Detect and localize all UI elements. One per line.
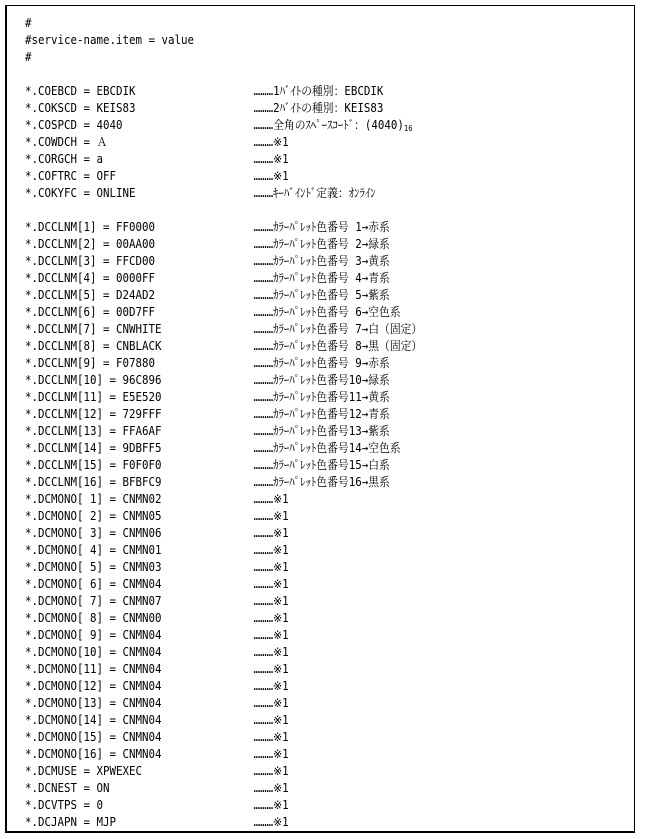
setting-comment	[254, 321, 423, 338]
comment-text: ………※1	[253, 152, 289, 166]
comment-text: ………ｶﾗｰﾊﾟﾚｯﾄ色番号 3→黄系	[253, 254, 390, 268]
setting-text: *.DCCLNM[12] = 729FFF	[25, 407, 162, 421]
setting-comment	[254, 661, 289, 678]
setting-text: *.CORGCH = a	[25, 152, 104, 166]
setting-text: *.DCCLNM[4] = 0000FF	[25, 271, 156, 285]
setting-comment	[254, 151, 289, 168]
setting-comment	[254, 219, 390, 236]
setting-text: *.DCCLNM[2] = 00AA00	[25, 237, 156, 251]
setting-comment	[254, 797, 289, 814]
setting-text: *.DCMONO[ 1] = CNMN02	[25, 492, 162, 506]
comment-text: ………※1	[253, 764, 289, 778]
setting-comment	[254, 814, 289, 831]
comment-text: ………ｶﾗｰﾊﾟﾚｯﾄ色番号 7→白（固定）	[253, 322, 423, 336]
setting-text: *.DCMONO[14] = CNMN04	[25, 713, 162, 727]
setting-comment	[254, 100, 384, 117]
comment-text: ………※1	[253, 713, 289, 727]
comment-text: ………ｶﾗｰﾊﾟﾚｯﾄ色番号 8→黒（固定）	[253, 339, 423, 353]
setting-text: *.DCMONO[ 6] = CNMN04	[25, 577, 162, 591]
setting-text: *.DCCLNM[9] = F07880	[25, 356, 156, 370]
comment-text: ………※1	[253, 492, 289, 506]
comment-text: ………※1	[253, 628, 289, 642]
comment-text: ………ｶﾗｰﾊﾟﾚｯﾄ色番号 6→空色系	[253, 305, 401, 319]
comment-text: ………※1	[253, 798, 289, 812]
comment-text: ………ｶﾗｰﾊﾟﾚｯﾄ色番号11→黄系	[253, 390, 390, 404]
setting-text: *.DCCLNM[14] = 9DBFF5	[25, 441, 162, 455]
comment-text: ………※1	[253, 135, 289, 149]
setting-text: *.DCCLNM[16] = BFBFC9	[25, 475, 162, 489]
setting-text: *.DCCLNM[1] = FF0000	[25, 220, 156, 234]
setting-comment	[254, 134, 289, 151]
comment-text: ………※1	[253, 730, 289, 744]
comment-text: ………※1	[253, 577, 289, 591]
setting-comment	[254, 559, 289, 576]
setting-text: *.DCCLNM[3] = FFCD00	[25, 254, 156, 268]
setting-comment	[254, 423, 390, 440]
hex-subscript: 16	[403, 124, 413, 133]
setting-comment	[254, 525, 289, 542]
setting-comment	[254, 729, 289, 746]
setting-text: #service-name.item = value	[25, 33, 195, 47]
comment-text: ………ｷｰﾊﾞｲﾝﾄﾞ定義：ｵﾝﾗｲﾝ	[253, 186, 376, 200]
comment-text: ………ｶﾗｰﾊﾟﾚｯﾄ色番号13→紫系	[253, 424, 390, 438]
setting-text: *.DCJAPN = MJP	[25, 815, 117, 829]
setting-text: *.DCCLNM[5] = D24AD2	[25, 288, 156, 302]
setting-text: *.DCMONO[13] = CNMN04	[25, 696, 162, 710]
comment-text: ………ｶﾗｰﾊﾟﾚｯﾄ色番号 4→青系	[253, 271, 390, 285]
comment-text: ………ｶﾗｰﾊﾟﾚｯﾄ色番号 1→赤系	[253, 220, 390, 234]
setting-text: *.DCMONO[12] = CNMN04	[25, 679, 162, 693]
setting-text: *.DCMONO[ 3] = CNMN06	[25, 526, 162, 540]
comment-text: ………※1	[253, 526, 289, 540]
setting-text: #	[25, 16, 32, 30]
setting-comment	[254, 389, 390, 406]
comment-text: ………ｶﾗｰﾊﾟﾚｯﾄ色番号16→黒系	[253, 475, 390, 489]
setting-text: *.DCMONO[11] = CNMN04	[25, 662, 162, 676]
comment-text: ………1ﾊﾞｲﾄの種別：EBCDIK	[253, 84, 384, 98]
setting-comment	[254, 372, 390, 389]
setting-comment	[254, 644, 289, 661]
setting-comment	[254, 440, 401, 457]
setting-comment	[254, 185, 376, 202]
setting-text: *.COWDCH = Ａ	[25, 135, 108, 149]
setting-text: *.DCCLNM[11] = E5E520	[25, 390, 162, 404]
config-listing-frame	[5, 5, 635, 833]
setting-comment	[254, 542, 289, 559]
setting-comment	[254, 508, 289, 525]
comment-text: ………全角のｽﾍﾟｰｽｺｰﾄﾞ：(4040)	[253, 118, 404, 132]
comment-text: ………ｶﾗｰﾊﾟﾚｯﾄ色番号10→緑系	[253, 373, 390, 387]
setting-text: *.COKSCD = KEIS83	[25, 101, 136, 115]
setting-text: *.DCCLNM[7] = CNWHITE	[25, 322, 162, 336]
setting-comment	[254, 593, 289, 610]
setting-comment	[254, 338, 423, 355]
comment-text: ………ｶﾗｰﾊﾟﾚｯﾄ色番号15→白系	[253, 458, 390, 472]
setting-comment	[254, 355, 390, 372]
setting-comment	[254, 83, 384, 100]
comment-text: ………ｶﾗｰﾊﾟﾚｯﾄ色番号14→空色系	[253, 441, 401, 455]
setting-text: *.DCCLNM[6] = 00D7FF	[25, 305, 156, 319]
setting-comment	[254, 695, 289, 712]
comment-text: ………※1	[253, 560, 289, 574]
setting-text: *.DCNEST = ON	[25, 781, 110, 795]
comment-text: ………ｶﾗｰﾊﾟﾚｯﾄ色番号 9→赤系	[253, 356, 390, 370]
setting-comment	[254, 406, 390, 423]
comment-text: ………※1	[253, 747, 289, 761]
setting-comment	[254, 474, 390, 491]
setting-comment	[254, 457, 390, 474]
setting-text: *.DCCLNM[10] = 96C896	[25, 373, 162, 387]
comment-text: ………※1	[253, 594, 289, 608]
setting-text: *.DCMONO[ 4] = CNMN01	[25, 543, 162, 557]
setting-comment	[254, 576, 289, 593]
setting-text: *.DCMONO[ 9] = CNMN04	[25, 628, 162, 642]
setting-comment	[254, 304, 401, 321]
setting-comment	[254, 678, 289, 695]
setting-text: *.COFTRC = OFF	[25, 169, 117, 183]
comment-text: ………※1	[253, 679, 289, 693]
comment-text: ………ｶﾗｰﾊﾟﾚｯﾄ色番号 2→緑系	[253, 237, 390, 251]
comment-text: ………ｶﾗｰﾊﾟﾚｯﾄ色番号 5→紫系	[253, 288, 390, 302]
setting-text: *.DCCLNM[8] = CNBLACK	[25, 339, 162, 353]
setting-text: *.DCMONO[16] = CNMN04	[25, 747, 162, 761]
setting-comment	[254, 712, 289, 729]
setting-text: *.DCMONO[10] = CNMN04	[25, 645, 162, 659]
comment-text: ………※1	[253, 696, 289, 710]
setting-text: *.DCVTPS = 0	[25, 798, 104, 812]
comment-text: ………※1	[253, 169, 289, 183]
setting-text: *.DCMONO[ 2] = CNMN05	[25, 509, 162, 523]
setting-comment	[254, 627, 289, 644]
setting-text: *.COEBCD = EBCDIK	[25, 84, 136, 98]
comment-text: ………※1	[253, 645, 289, 659]
comment-text: ………ｶﾗｰﾊﾟﾚｯﾄ色番号12→青系	[253, 407, 390, 421]
setting-comment	[254, 117, 413, 134]
setting-text: *.DCMUSE = XPWEXEC	[25, 764, 143, 778]
setting-comment	[254, 236, 390, 253]
setting-comment	[254, 610, 289, 627]
setting-text: *.DCMONO[ 7] = CNMN07	[25, 594, 162, 608]
comment-text: ………※1	[253, 781, 289, 795]
setting-text: *.COSPCD = 4040	[25, 118, 123, 132]
comment-text: ………※1	[253, 662, 289, 676]
setting-comment	[254, 746, 289, 763]
comment-text: ………※1	[253, 611, 289, 625]
setting-comment	[254, 168, 289, 185]
setting-text: *.DCMONO[ 5] = CNMN03	[25, 560, 162, 574]
setting-comment	[254, 763, 289, 780]
setting-text: *.DCCLNM[15] = F0F0F0	[25, 458, 162, 472]
comment-text: ………※1	[253, 543, 289, 557]
setting-text: #	[25, 50, 32, 64]
comment-text: ………※1	[253, 815, 289, 829]
comment-text: ………※1	[253, 509, 289, 523]
setting-comment	[254, 270, 390, 287]
setting-comment	[254, 253, 390, 270]
setting-comment	[254, 491, 289, 508]
setting-text: *.DCMONO[ 8] = CNMN00	[25, 611, 162, 625]
setting-text: *.COKYFC = ONLINE	[25, 186, 136, 200]
setting-comment	[254, 287, 390, 304]
setting-text: *.DCMONO[15] = CNMN04	[25, 730, 162, 744]
setting-text: *.DCCLNM[13] = FFA6AF	[25, 424, 162, 438]
setting-comment	[254, 780, 289, 797]
comment-text: ………2ﾊﾞｲﾄの種別：KEIS83	[253, 101, 384, 115]
